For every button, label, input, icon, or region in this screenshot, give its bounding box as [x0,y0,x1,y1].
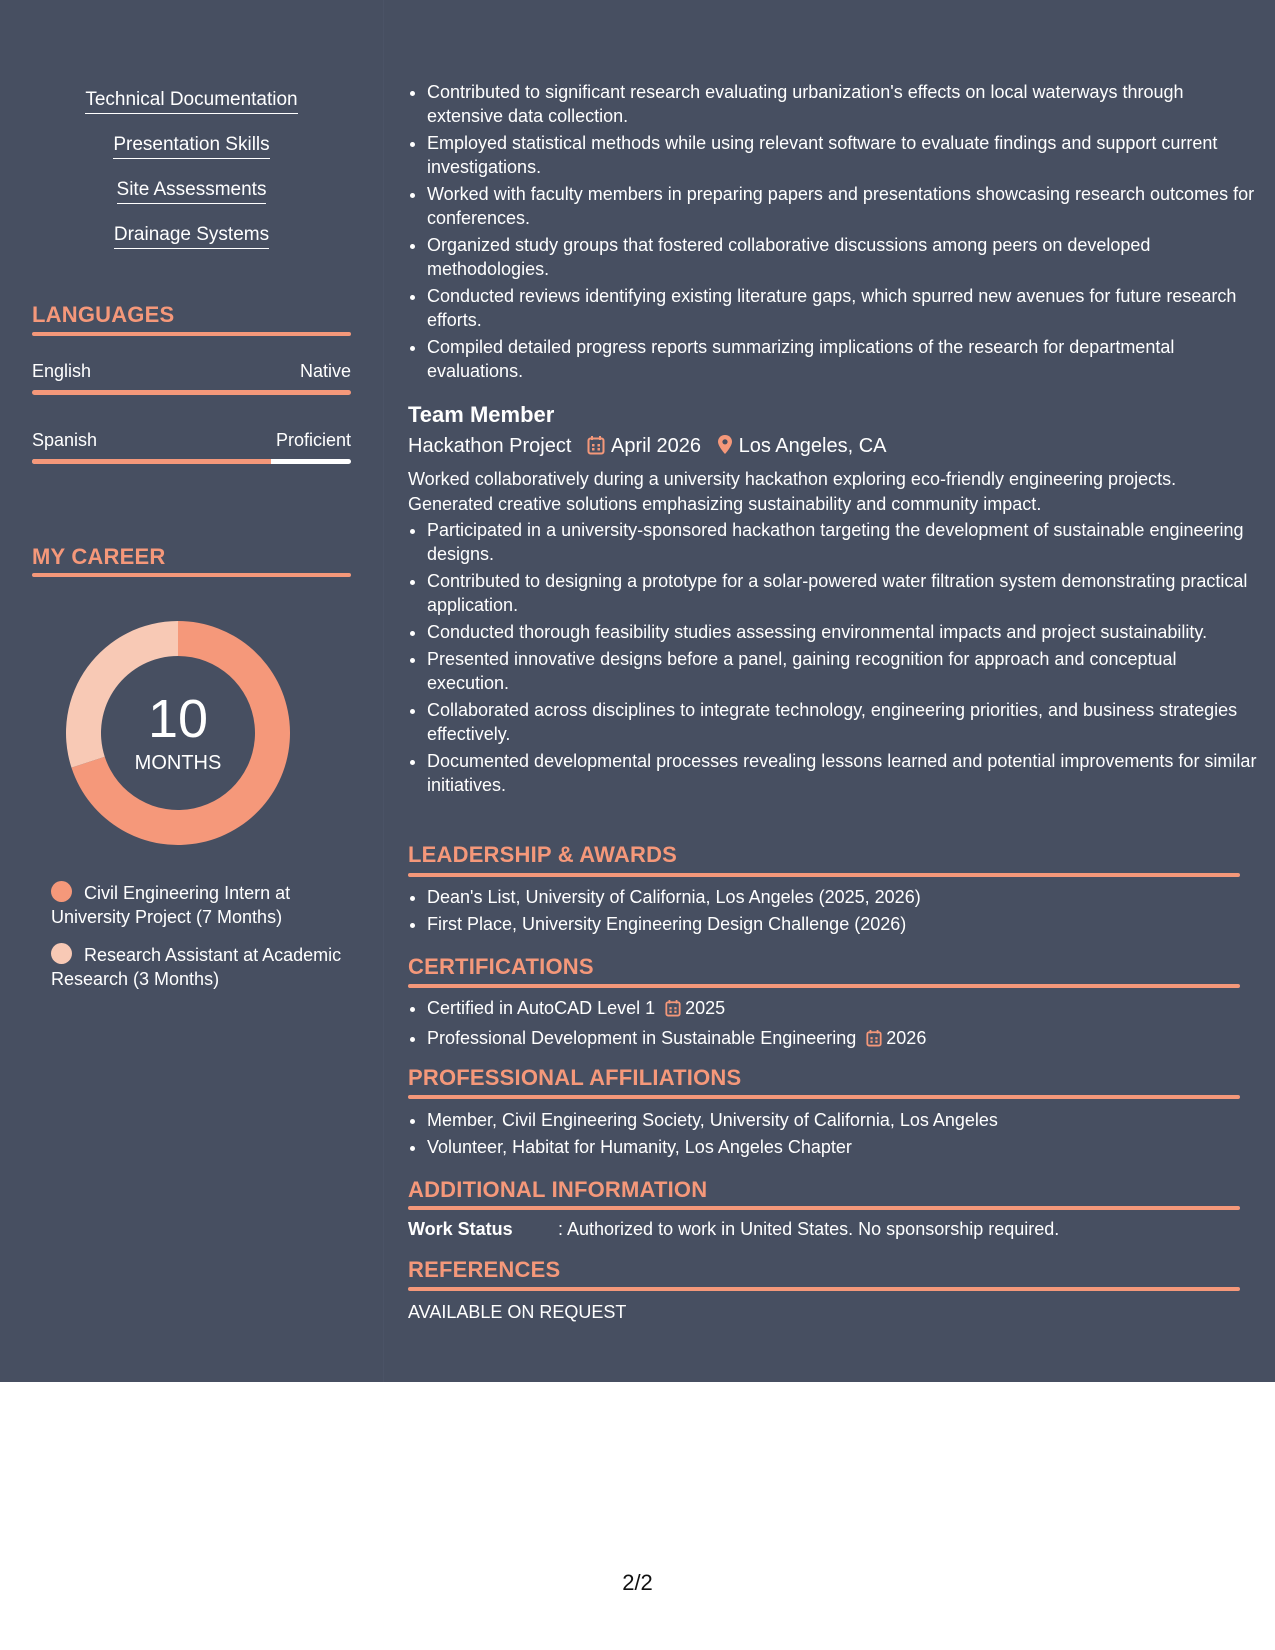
career-legend-label: Research Assistant at Academic Research (3 Months) [51,945,342,989]
cert-name: Certified in AutoCAD Level 1 [427,998,656,1018]
page-number: 2/2 [622,1570,653,1595]
list-item: • Conducted reviews identifying existing literature gaps, which spurred new avenues for future research efforts. [427,284,1259,332]
section-rule [32,573,351,577]
language-proficiency-bar [32,459,351,464]
section-rule [408,1095,1240,1099]
proficiency-fill [32,459,271,464]
proficiency-fill [32,390,351,395]
section-rule [32,332,351,336]
career-donut-chart [66,621,290,845]
research-bullet-list [408,80,1259,386]
section-rule [408,1287,1240,1291]
work-status-value: : Authorized to work in United States. No sponsorship required. [558,1219,1060,1239]
skill-label: Technical Documentation [85,89,297,114]
additional-info-heading: ADDITIONAL INFORMATION [408,1177,708,1202]
language-level: Proficient [275,430,351,450]
language-name: Spanish [32,430,98,450]
list-item: • Contributed to significant research evaluating urbanization's effects on local waterways through extensive data collection. [427,80,1259,128]
certifications-list [408,996,1259,1056]
references-text: AVAILABLE ON REQUEST [408,1302,627,1322]
list-item: • Documented developmental processes revealing lessons learned and potential improvements for similar initiatives. [427,749,1259,797]
section-rule [408,984,1240,988]
section-rule [408,1206,1240,1210]
career-total-unit: MONTHS [134,752,222,774]
skill-label: Drainage Systems [114,224,269,249]
calendar-icon [665,999,681,1023]
affiliations-list [408,1108,1259,1162]
language-proficiency-bar [32,390,351,395]
job-date: April 2026 [610,435,702,457]
language-row [32,360,351,382]
list-item [427,1026,1259,1053]
career-legend-label: Civil Engineering Intern at University Project (7 Months) [51,883,291,927]
column-divider [383,0,384,1382]
job-meta [408,433,886,462]
list-item [427,996,1259,1023]
leadership-heading: LEADERSHIP & AWARDS [408,842,678,867]
calendar-icon [866,1029,882,1053]
job-location: Los Angeles, CA [738,435,887,457]
career-legend-item [51,943,351,991]
skill-item[interactable] [32,223,351,247]
references-heading: REFERENCES [408,1257,561,1282]
list-item: • Contributed to designing a prototype for a solar-powered water filtration system demonstrating practical application. [427,569,1259,617]
list-item: • Member, Civil Engineering Society, University of California, Los Angeles [427,1108,1259,1132]
list-item: • Volunteer, Habitat for Humanity, Los Angeles Chapter [427,1135,1259,1159]
list-item: • Participated in a university-sponsored hackathon targeting the development of sustainable engineering designs. [427,518,1259,566]
list-item: • Presented innovative designs before a panel, gaining recognition for approach and conceptual execution. [427,647,1259,695]
list-item: • Conducted thorough feasibility studies assessing environmental impacts and project sustainability. [427,620,1259,644]
languages-heading: LANGUAGES [32,302,175,327]
list-item: • Compiled detailed progress reports summarizing implications of the research for departmental evaluations. [427,335,1259,383]
cert-year: 2025 [685,998,726,1018]
left-column [32,0,351,1382]
skill-item[interactable] [32,133,351,157]
language-row [32,429,351,451]
work-status-row [408,1217,1240,1241]
career-legend-item [51,881,351,929]
affiliations-heading: PROFESSIONAL AFFILIATIONS [408,1065,742,1090]
skill-label: Site Assessments [117,179,267,204]
skill-item[interactable] [32,178,351,202]
calendar-icon [587,435,605,462]
leadership-list [408,885,1259,939]
right-column [408,0,1257,1382]
skill-item[interactable] [32,88,351,112]
job-title: Team Member [408,402,555,427]
list-item: • Organized study groups that fostered collaborative discussions among peers on developed methodologies. [427,233,1259,281]
job-bullet-list [408,518,1259,800]
legend-dot [51,881,72,902]
work-status-label: Work Status [408,1219,513,1239]
job-summary: Worked collaboratively during a university hackathon exploring eco-friendly engineering projects. Generated creative solutions emphasizing sustainability and community impact. [408,469,1177,514]
legend-dot [51,943,72,964]
list-item: • Employed statistical methods while using relevant software to evaluate findings and support current investigations. [427,131,1259,179]
certifications-heading: CERTIFICATIONS [408,954,594,979]
list-item: • Worked with faculty members in preparing papers and presentations showcasing research outcomes for conferences. [427,182,1259,230]
cert-name: Professional Development in Sustainable Engineering [427,1028,857,1048]
job-company: Hackathon Project [408,435,572,457]
career-heading: MY CAREER [32,544,166,569]
location-pin-icon [717,434,733,462]
list-item: • Dean's List, University of California, Los Angeles (2025, 2026) [427,885,1259,909]
career-total-value: 10 [147,689,209,749]
skill-label: Presentation Skills [113,134,269,159]
language-name: English [32,361,92,381]
section-rule [408,873,1240,877]
list-item: • Collaborated across disciplines to integrate technology, engineering priorities, and business strategies effectively. [427,698,1259,746]
list-item: • First Place, University Engineering Design Challenge (2026) [427,912,1259,936]
language-level: Native [299,361,351,381]
cert-year: 2026 [886,1028,927,1048]
